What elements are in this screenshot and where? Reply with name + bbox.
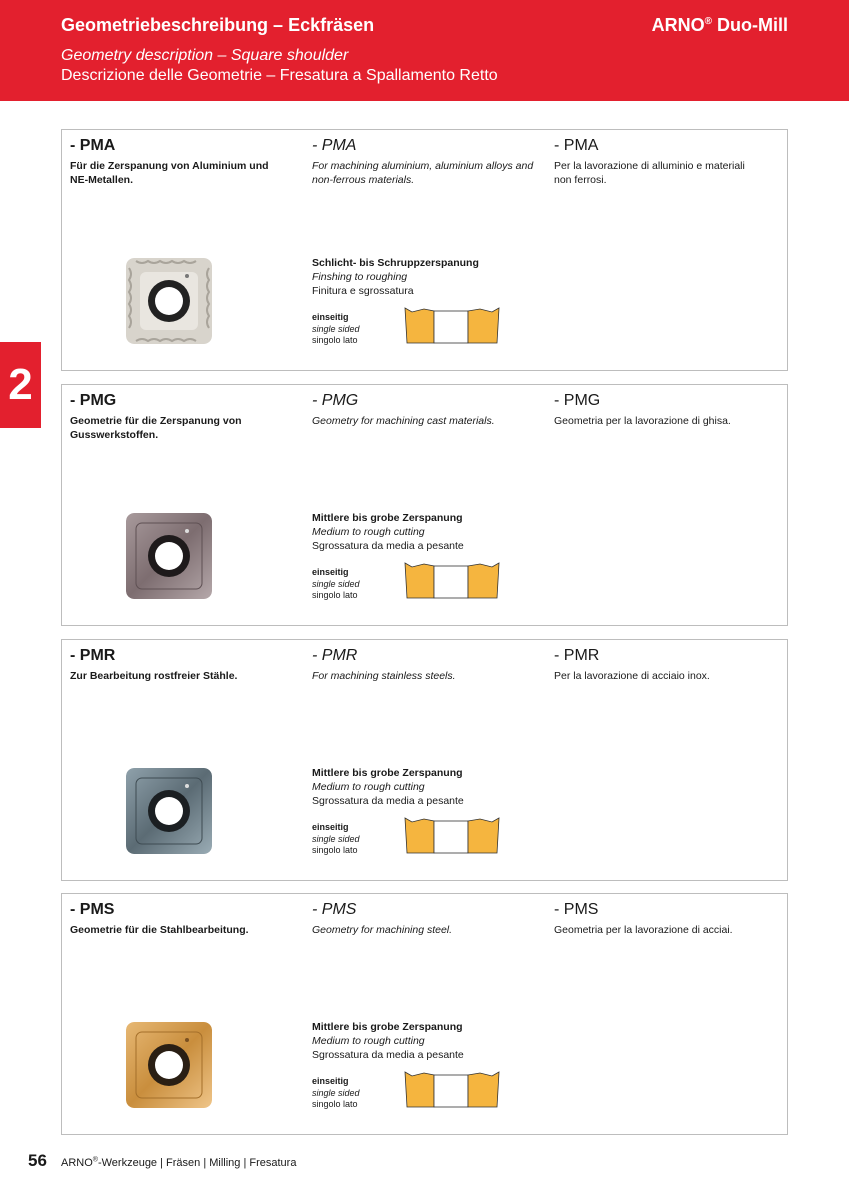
sided-en: single sided	[312, 833, 360, 844]
cutting-type-en: Finshing to roughing	[312, 271, 408, 283]
sided-en: single sided	[312, 323, 360, 334]
sided-it: singolo lato	[312, 335, 358, 345]
cutting-type	[312, 1020, 464, 1062]
cutting-profile-icon	[404, 816, 500, 859]
cutting-profile-icon	[404, 561, 500, 604]
geometry-code-de: - PMR	[70, 647, 116, 664]
cutting-type-it: Sgrossatura da media a pesante	[312, 1049, 464, 1061]
brand-name: ARNO	[651, 15, 705, 35]
cutting-type-de: Mittlere bis grobe Zerspanung	[312, 1021, 463, 1033]
sided-it: singolo lato	[312, 1099, 358, 1109]
geometry-desc-en: For machining aluminium, aluminium alloys and non-ferrous materials.	[312, 160, 534, 186]
geometry-card-pmg	[61, 384, 788, 626]
cutting-type	[312, 766, 464, 808]
geometry-desc-de: Für die Zerspanung von Aluminium und NE-Metallen.	[70, 160, 269, 186]
page-header	[0, 0, 849, 101]
cutting-type-it: Finitura e sgrossatura	[312, 285, 414, 297]
insert-image-icon	[126, 258, 212, 344]
geometry-desc-it: Per la lavorazione di acciaio inox.	[554, 670, 710, 682]
cutting-profile-icon	[404, 306, 500, 349]
sided-info	[312, 1076, 360, 1111]
cutting-type-en: Medium to rough cutting	[312, 781, 425, 793]
sided-en: single sided	[312, 1087, 360, 1098]
cutting-type-en: Medium to rough cutting	[312, 1035, 425, 1047]
sided-de: einseitig	[312, 1076, 349, 1086]
sided-info	[312, 567, 360, 602]
sided-de: einseitig	[312, 567, 349, 577]
geometry-code-en: - PMS	[312, 901, 357, 918]
footer-brand: ARNO	[61, 1157, 93, 1169]
page-title-en: Geometry description – Square shoulder	[61, 47, 349, 64]
geometry-code-en: - PMG	[312, 392, 359, 409]
cutting-type-it: Sgrossatura da media a pesante	[312, 540, 464, 552]
geometry-card-pmr	[61, 639, 788, 881]
geometry-code-en: - PMR	[312, 647, 358, 664]
geometry-desc-en: Geometry for machining cast materials.	[312, 415, 495, 427]
geometry-card-pma	[61, 129, 788, 371]
page-title-it: Descrizione delle Geometrie – Fresatura a Spallamento Retto	[61, 67, 498, 84]
footer-section-labels: -Werkzeuge | Fräsen | Milling | Fresatura	[97, 1157, 297, 1169]
cutting-type-it: Sgrossatura da media a pesante	[312, 795, 464, 807]
page-title-de: Geometriebeschreibung – Eckfräsen	[61, 15, 375, 35]
geometry-card-pms	[61, 893, 788, 1135]
cutting-type-de: Schlicht- bis Schruppzerspanung	[312, 257, 479, 269]
geometry-code-it: - PMG	[554, 392, 601, 409]
geometry-code-de: - PMG	[70, 392, 117, 409]
geometry-desc-de: Zur Bearbeitung rostfreier Stähle.	[70, 670, 238, 682]
sided-de: einseitig	[312, 822, 349, 832]
page-number: 56	[28, 1151, 47, 1170]
cutting-type	[312, 256, 479, 298]
geometry-code-it: - PMS	[554, 901, 599, 918]
geometry-desc-it: Geometria per la lavorazione di ghisa.	[554, 415, 731, 427]
geometry-desc-en: Geometry for machining steel.	[312, 924, 453, 936]
sided-en: single sided	[312, 578, 360, 589]
sided-it: singolo lato	[312, 590, 358, 600]
geometry-desc-it: Per la lavorazione di alluminio e materiali non ferrosi.	[554, 160, 745, 186]
insert-image-icon	[126, 1022, 212, 1108]
cutting-profile-icon	[404, 1070, 500, 1113]
sided-it: singolo lato	[312, 845, 358, 855]
geometry-desc-it: Geometria per la lavorazione di acciai.	[554, 924, 733, 936]
geometry-code-it: - PMA	[554, 137, 599, 154]
chapter-tab: 2	[0, 342, 41, 428]
brand-registered-mark: ®	[704, 16, 713, 27]
sided-de: einseitig	[312, 312, 349, 322]
geometry-code-de: - PMS	[70, 901, 115, 918]
insert-image-icon	[126, 513, 212, 599]
geometry-desc-en: For machining stainless steels.	[312, 670, 456, 682]
footer-registered-mark: ®	[92, 1156, 98, 1164]
cutting-type-de: Mittlere bis grobe Zerspanung	[312, 767, 463, 779]
cutting-type-en: Medium to rough cutting	[312, 526, 425, 538]
insert-image-icon	[126, 768, 212, 854]
geometry-desc-de: Geometrie für die Stahlbearbeitung.	[70, 924, 249, 936]
cutting-type-de: Mittlere bis grobe Zerspanung	[312, 512, 463, 524]
sided-info	[312, 312, 360, 347]
geometry-desc-de: Geometrie für die Zerspanung von Gusswerkstoffen.	[70, 415, 242, 441]
brand-product: Duo-Mill	[712, 15, 788, 35]
geometry-code-it: - PMR	[554, 647, 600, 664]
geometry-code-en: - PMA	[312, 137, 357, 154]
geometry-code-de: - PMA	[70, 137, 116, 154]
sided-info	[312, 822, 360, 857]
footer-text	[61, 1157, 296, 1169]
cutting-type	[312, 511, 464, 553]
brand-label	[652, 15, 788, 36]
